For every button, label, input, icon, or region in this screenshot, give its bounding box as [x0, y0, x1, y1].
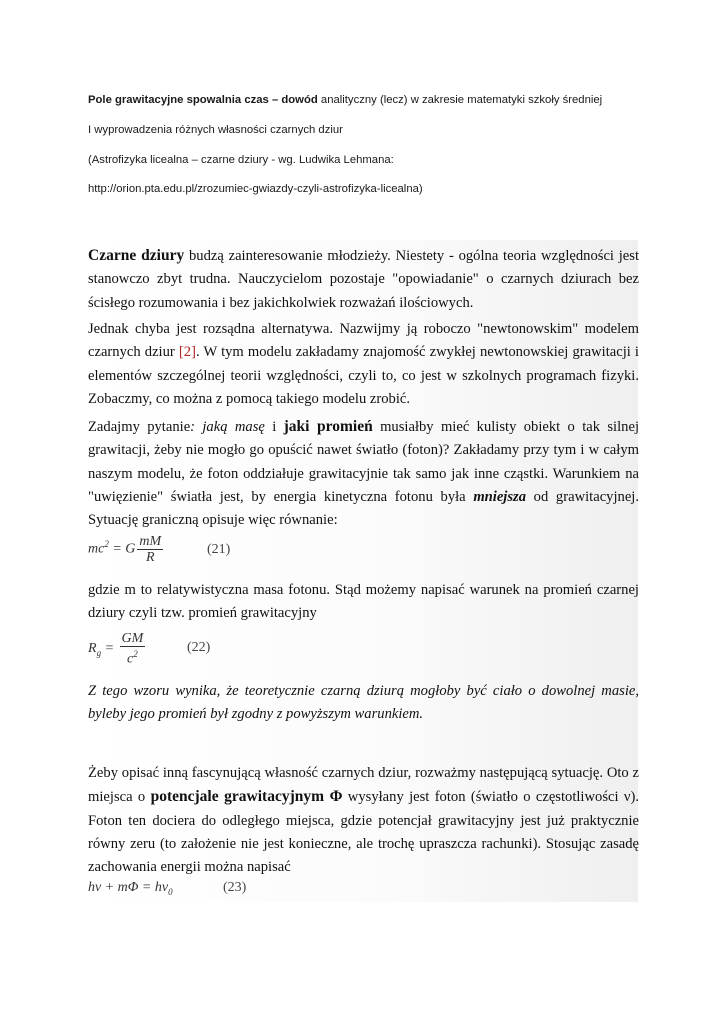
- source-url[interactable]: http://orion.pta.edu.pl/zrozumiec-gwiazdy-czyli-astrofizyka-licealna): [88, 183, 423, 195]
- paragraph-conclusion: Z tego wzoru wynika, że teoretycznie czarną dziurą mogłoby być ciało o dowolnej masie, byleby jego promień był zgodny z powyższym warunkiem.: [88, 683, 639, 723]
- equation-21-label: (21): [207, 542, 231, 557]
- equation-23: $h\nu + m\Phi = h\nu_0$: [88, 880, 173, 897]
- paragraph-potential: Żeby opisać inną fascynującą własność czarnych dziur, rozważmy następującą sytuację. Oto z miejsca o potencjale grawitacyjnym Φ wysyłany jest foton (światło o częstotliwości ν). Foton ten dociera do odległego miejsca, gdzie potencjał grawitacyjny jest już praktycznie równy zeru (to założenie nie jest konieczne, ale trochę upraszcza rachunki). Stosując zasadę zachowania energii można napisać: [88, 765, 639, 876]
- title-bold: Pole grawitacyjne spowalnia czas – dowód: [88, 94, 318, 106]
- paragraph-model: Jednak chyba jest rozsądna alternatywa. Nazwijmy ją roboczo "newtonowskim" modelem czarnych dziur [2]. W tym modelu zakładamy znajomość zwykłej newtonowskiej grawitacji i elementów szczególnej teorii względności, czyli to, co jest w szkolnych programach fizyki. Zobaczmy, co można z pomocą takiego modelu zrobić.: [88, 321, 639, 407]
- equation-23-label: (23): [223, 880, 247, 895]
- title-rest: analityczny (lecz) w zakresie matematyki szkoły średniej: [317, 94, 603, 106]
- paragraph-intro: Czarne dziury budzą zainteresowanie młodzieży. Niestety - ogólna teoria względności jest stanowczo zbyt trudna. Nauczycielom pozostaje "opowiadanie" o czarnych dziurach bez ścisłego rozumowania i bez jakichkolwiek rozważań ilościowych.: [88, 247, 640, 311]
- document-title: [88, 94, 602, 106]
- term-jaki-promien: jaki promień: [283, 418, 373, 435]
- subtitle-line: I wyprowadzenia różnych własności czarnych dziur: [88, 124, 343, 136]
- paragraph-question: Zadajmy pytanie: jaką masę i jaki promień musiałby mieć kulisty obiekt o tak silnej grawitacji, żeby nie mogło go opuścić nawet światło (foton)? Zakładamy przy tym i w całym naszym modelu, że foton oddziałuje grawitacyjnie tak samo jak inne cząstki. Warunkiem na "uwięzienie" światła jest, by energia kinetyczna fotonu była mniejsza od grawitacyjnej. Sytuację graniczną opisuje więc równanie:: [88, 418, 639, 529]
- paragraph-radius: gdzie m to relatywistyczna masa fotonu. Stąd możemy napisać warunek na promień czarnej dziury czyli tzw. promień grawitacyjny: [88, 582, 639, 622]
- equation-22-label: (22): [187, 640, 211, 655]
- term-czarne-dziury: Czarne dziury: [88, 247, 185, 264]
- equation-21: $mc^2 = G$ $\frac{mM}{R}$: [88, 534, 162, 565]
- term-potencjal: potencjale grawitacyjnym Φ: [150, 788, 343, 806]
- citation-link[interactable]: [2]: [178, 344, 196, 361]
- equation-22: $R_g$ = $\frac{GM}{c^2}$: [88, 631, 144, 667]
- source-line: (Astrofizyka licealna – czarne dziury - wg. Ludwika Lehmana:: [88, 154, 394, 166]
- term-mniejsza: mniejsza: [473, 488, 527, 505]
